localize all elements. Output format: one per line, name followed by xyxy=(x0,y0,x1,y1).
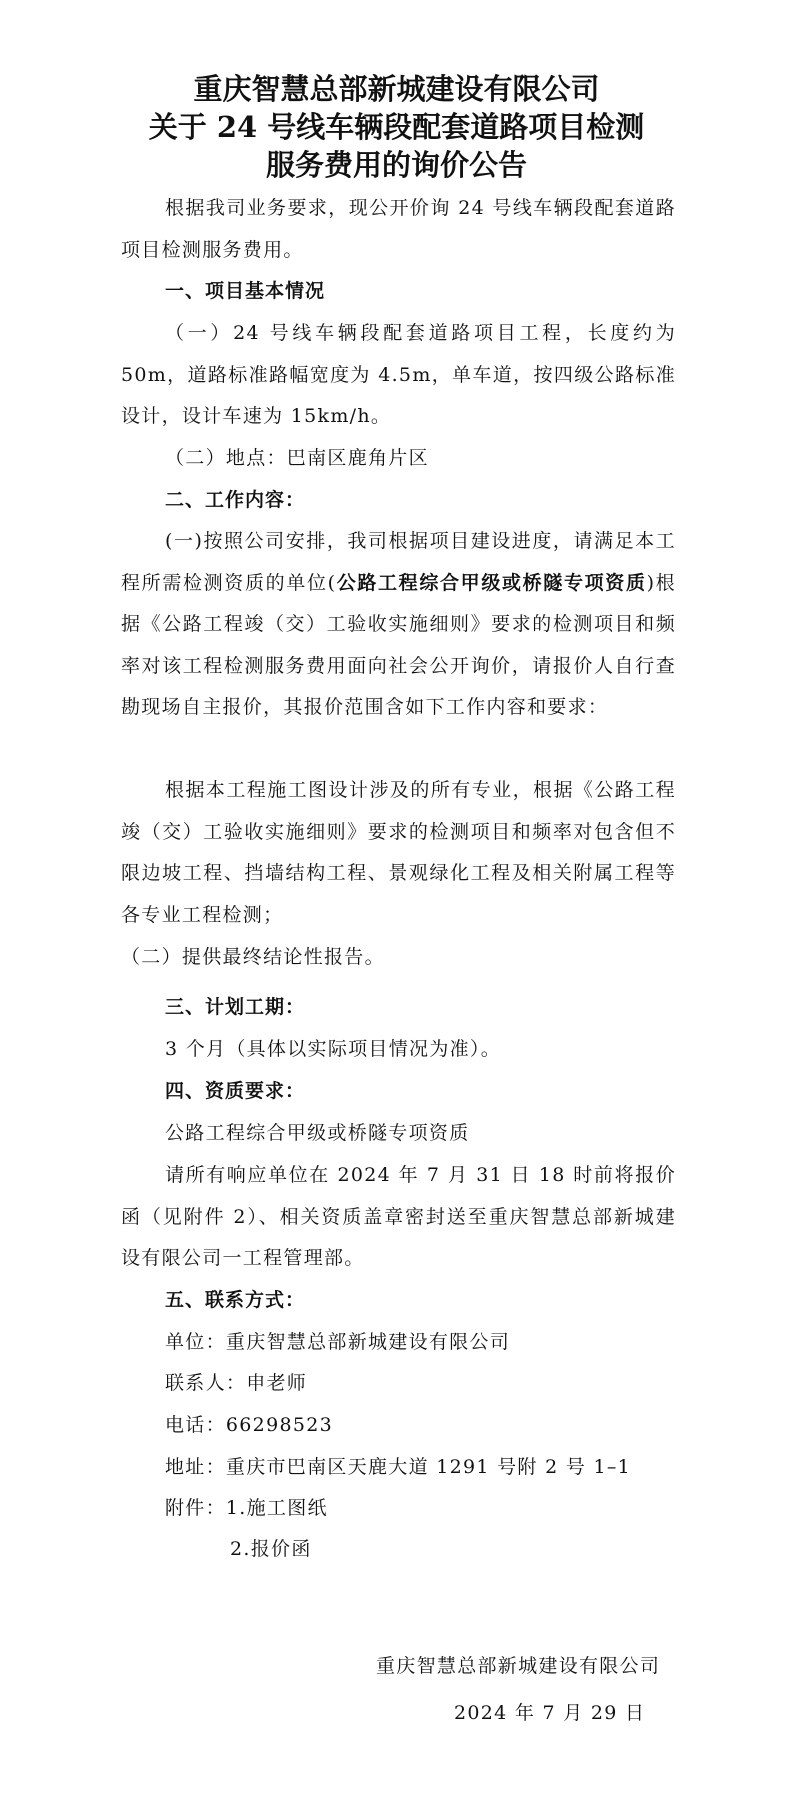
section-2-item-2: （二）提供最终结论性报告。 xyxy=(121,946,385,968)
contact-person: 联系人：申老师 xyxy=(165,1372,308,1394)
section-2-item-1-suffix: )根据《公路工程竣（交）工验收实施细则》要求的检测项目和频率对该工程检测服务费用面向社会公开询价，请报价人自行查勘现场自主报价，其报价范围含如下工作内容和要求： xyxy=(121,571,676,718)
signature-date: 2024 年 7 月 29 日 xyxy=(454,1702,646,1724)
contact-address: 地址：重庆市巴南区天鹿大道 1291 号附 2 号 1–1 xyxy=(165,1456,632,1478)
qualification-highlight: 公路工程综合甲级或桥隧专项资质 xyxy=(336,571,647,594)
section-3-heading: 三、计划工期： xyxy=(165,996,306,1018)
section-2-item-1 xyxy=(121,521,676,729)
title-line-1: 重庆智慧总部新城建设有限公司 xyxy=(193,72,600,106)
section-2-heading: 二、工作内容： xyxy=(165,489,306,511)
section-2-item-1-prefix: (一)按照公司安排，我司根据项目建设进度，请满足本工程所需检测资质的单位( xyxy=(121,530,676,594)
section-4-heading: 四、资质要求： xyxy=(165,1080,306,1102)
signature-company: 重庆智慧总部新城建设有限公司 xyxy=(376,1655,661,1677)
intro-paragraph: 根据我司业务要求，现公开价询 24 号线车辆段配套道路项目检测服务费用。 xyxy=(121,197,676,261)
section-4-deadline: 请所有响应单位在 2024 年 7 月 31 日 18 时前将报价函（见附件 2）、相关资质盖章密封送至重庆智慧总部新城建设有限公司一工程管理部。 xyxy=(121,1164,676,1269)
section-4-text: 公路工程综合甲级或桥隧专项资质 xyxy=(165,1122,470,1144)
attachment-1: 附件：1.施工图纸 xyxy=(165,1497,328,1519)
section-2-paragraph: 根据本工程施工图设计涉及的所有专业，根据《公路工程竣（交）工验收实施细则》要求的检测项目和频率对包含但不限边坡工程、挡墙结构工程、景观绿化工程及相关附属工程等各专业工程检测； xyxy=(121,779,676,926)
section-1-item-2: （二）地点：巴南区鹿角片区 xyxy=(165,447,429,469)
title-line-3: 服务费用的询价公告 xyxy=(265,148,527,182)
attachment-2: 2.报价函 xyxy=(230,1538,312,1560)
contact-unit: 单位：重庆智慧总部新城建设有限公司 xyxy=(165,1331,511,1353)
contact-phone: 电话：66298523 xyxy=(165,1414,334,1436)
section-1-item-1: （一）24 号线车辆段配套道路项目工程，长度约为 50m，道路标准路幅宽度为 4.5m，单车道，按四级公路标准设计，设计车速为 15km/h。 xyxy=(121,322,676,427)
section-3-text: 3 个月（具体以实际项目情况为准）。 xyxy=(165,1038,502,1060)
title-line-2: 关于 24 号线车辆段配套道路项目检测 xyxy=(148,110,645,144)
section-5-heading: 五、联系方式： xyxy=(165,1289,306,1311)
section-1-heading: 一、项目基本情况 xyxy=(165,280,326,302)
